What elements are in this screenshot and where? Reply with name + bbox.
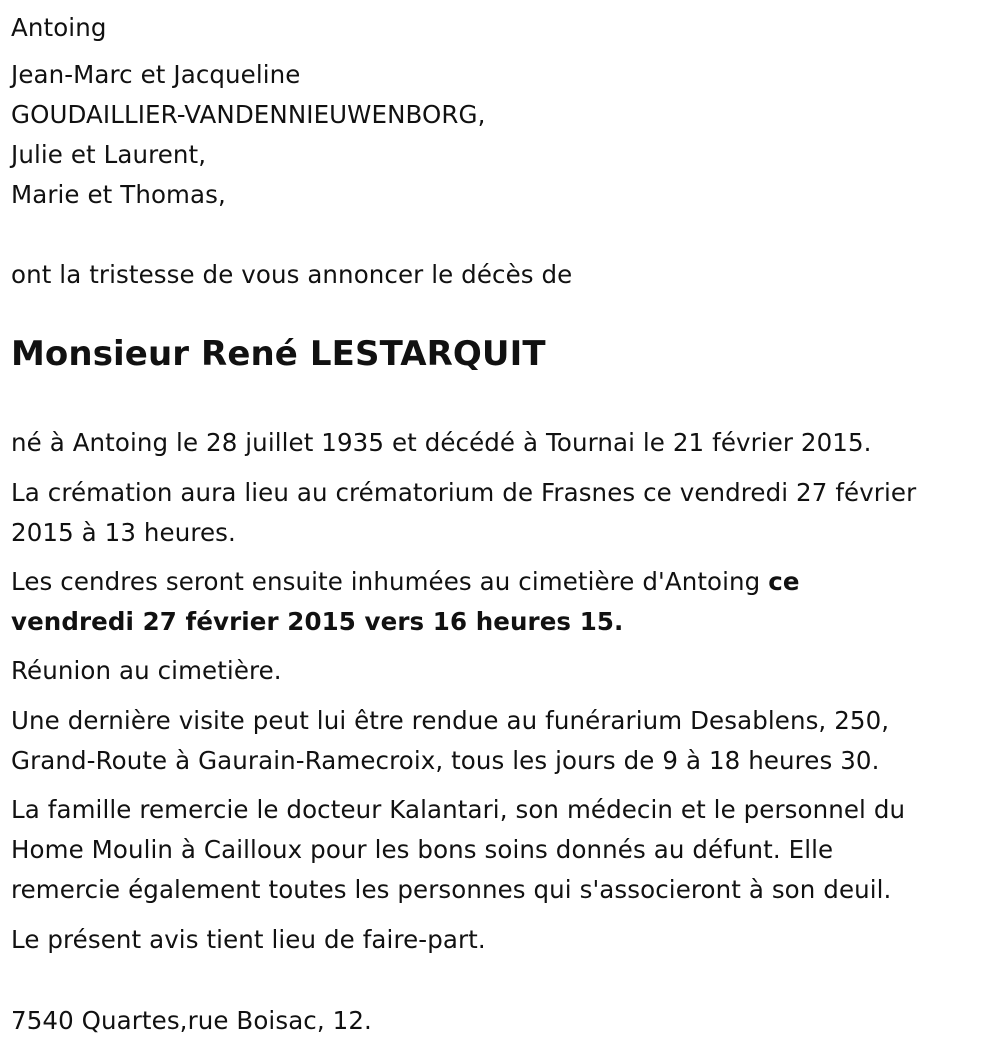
family-block <box>11 55 485 215</box>
announcement-text: ont la tristesse de vous annoncer le décès de <box>11 260 573 289</box>
thanks-line-3: remercie également toutes les personnes qui s'associeront à son deuil. <box>11 875 892 904</box>
address-text: 7540 Quartes,rue Boisac, 12. <box>11 1006 372 1035</box>
thanks-paragraph <box>11 790 905 910</box>
ashes-bold-start: ce <box>768 567 800 596</box>
thanks-line-1: La famille remercie le docteur Kalantari, son médecin et le personnel du <box>11 795 906 824</box>
meeting-text: Réunion au cimetière. <box>11 656 282 685</box>
family-line-1: Jean-Marc et Jacqueline <box>11 60 301 89</box>
details-block <box>11 423 872 463</box>
birth-death-text: né à Antoing le 28 juillet 1935 et décédé à Tournai le 21 février 2015. <box>11 428 872 457</box>
thanks-line-2: Home Moulin à Cailloux pour les bons soins donnés au défunt. Elle <box>11 835 834 864</box>
family-line-3: Julie et Laurent, <box>11 140 207 169</box>
visit-line-1: Une dernière visite peut lui être rendue au funérarium Desablens, 250, <box>11 706 890 735</box>
ashes-paragraph <box>11 562 800 642</box>
cremation-line-1: La crémation aura lieu au crématorium de Frasnes ce vendredi 27 février <box>11 478 917 507</box>
location-header <box>11 8 106 48</box>
deceased-name: Monsieur René LESTARQUIT <box>11 334 546 374</box>
location: Antoing <box>11 13 107 42</box>
family-line-2: GOUDAILLIER-VANDENNIEUWENBORG, <box>11 100 486 129</box>
notice-text: Le présent avis tient lieu de faire-part. <box>11 925 486 954</box>
cremation-paragraph <box>11 473 916 553</box>
visit-line-2: Grand-Route à Gaurain-Ramecroix, tous les jours de 9 à 18 heures 30. <box>11 746 880 775</box>
family-line-4: Marie et Thomas, <box>11 180 226 209</box>
visit-paragraph <box>11 701 889 781</box>
ashes-text: Les cendres seront ensuite inhumées au cimetière d'Antoing <box>11 567 769 596</box>
cremation-line-2: 2015 à 13 heures. <box>11 518 236 547</box>
ashes-bold-date: vendredi 27 février 2015 vers 16 heures 15. <box>11 607 624 636</box>
